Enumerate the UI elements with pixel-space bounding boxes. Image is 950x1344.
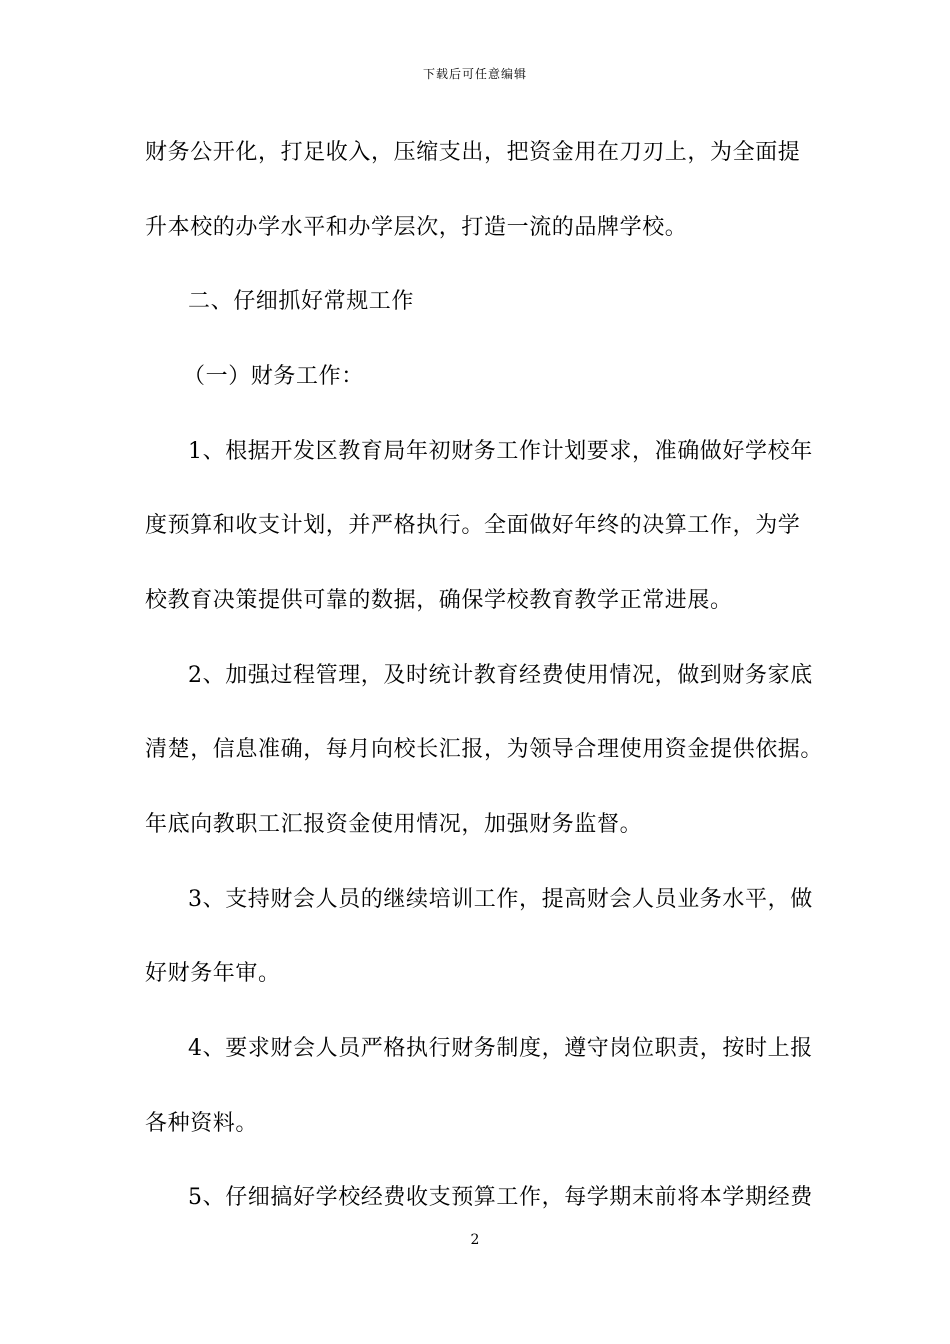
text-line: 度预算和收支计划，并严格执行。全面做好年终的决算工作，为学 <box>145 513 801 538</box>
text-line: 年底向教职工汇报资金使用情况，加强财务监督。 <box>145 812 643 837</box>
text-line: 各种资料。 <box>145 1111 259 1136</box>
text-line: 财务公开化，打足收入，压缩支出，把资金用在刀刃上，为全面提 <box>145 140 801 165</box>
subsection-heading: （一）财务工作： <box>183 364 364 389</box>
text-line: 1、根据开发区教育局年初财务工作计划要求，准确做好学校年 <box>188 439 813 464</box>
page-number: 2 <box>470 1232 480 1248</box>
text-line: 3、支持财会人员的继续培训工作，提高财会人员业务水平，做 <box>188 887 813 912</box>
text-line: 5、仔细搞好学校经费收支预算工作，每学期末前将本学期经费 <box>188 1185 813 1210</box>
text-line: 清楚，信息准确，每月向校长汇报，为领导合理使用资金提供依据。 <box>145 737 824 762</box>
text-line: 2、加强过程管理，及时统计教育经费使用情况，做到财务家底 <box>188 663 813 688</box>
text-line: 校教育决策提供可靠的数据，确保学校教育教学正常进展。 <box>145 588 733 613</box>
text-line: 4、要求财会人员严格执行财务制度，遵守岗位职责，按时上报 <box>188 1036 813 1061</box>
page-header: 下载后可任意编辑 <box>422 67 527 81</box>
section-heading: 二、仔细抓好常规工作 <box>188 289 415 314</box>
text-line: 升本校的办学水平和办学层次，打造一流的品牌学校。 <box>145 215 688 240</box>
text-line: 好财务年审。 <box>145 961 281 986</box>
